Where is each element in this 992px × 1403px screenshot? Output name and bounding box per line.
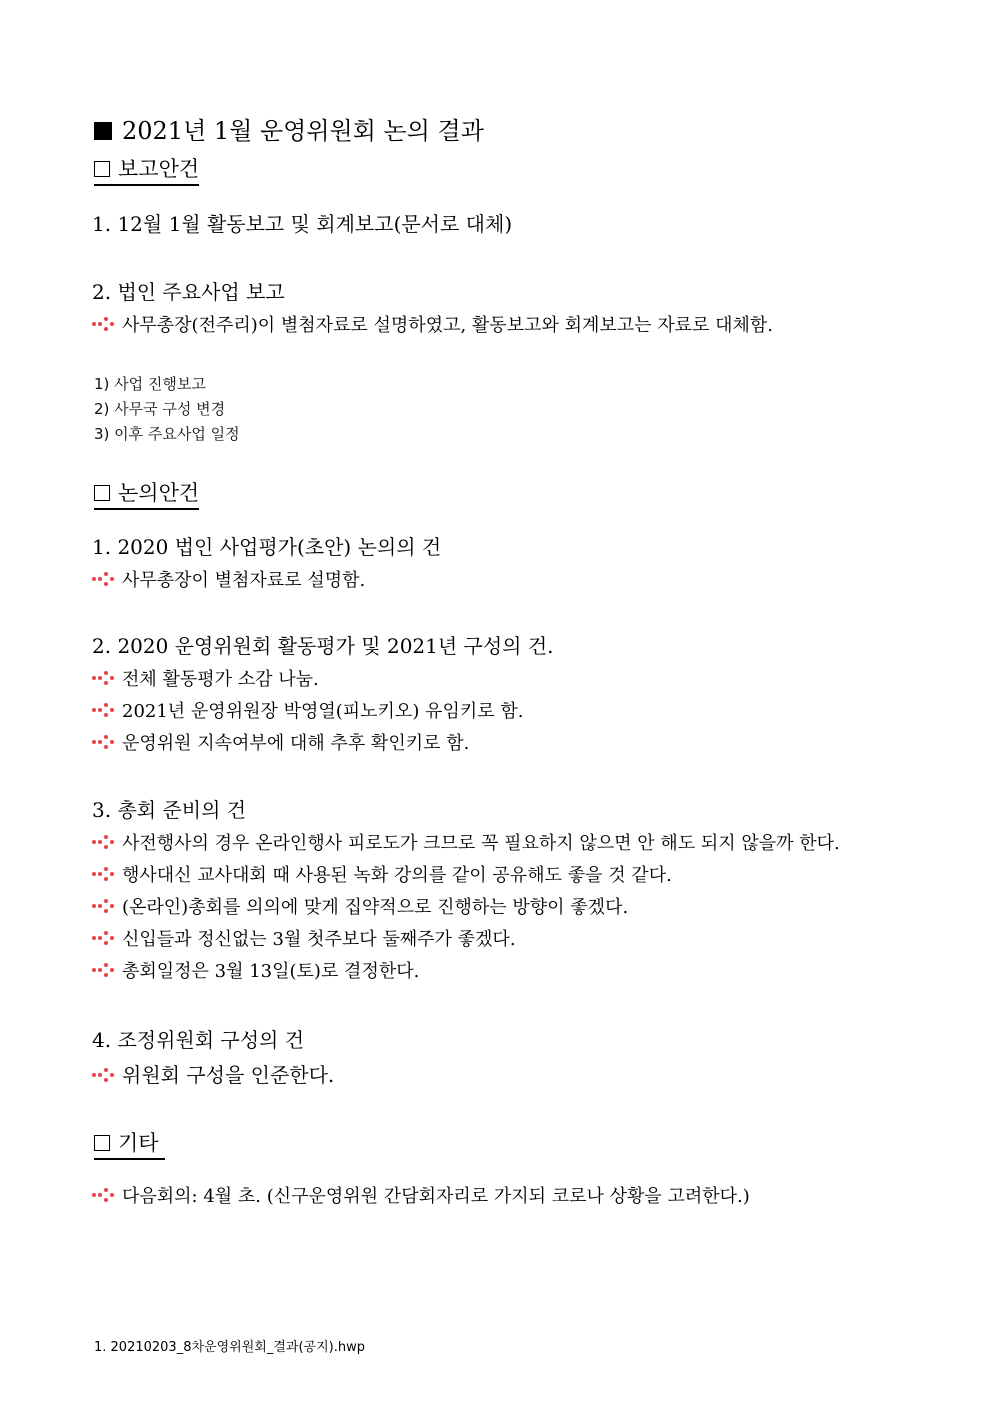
discussion-item-2: 2. 2020 운영위원회 활동평가 및 2021년 구성의 건. (92, 634, 554, 658)
red-dot-cluster-icon (92, 703, 114, 717)
discussion-item-1: 1. 2020 법인 사업평가(초안) 논의의 건 (92, 535, 442, 559)
checkbox-icon (94, 485, 110, 501)
footer-filename: 1. 20210203_8차운영위원회_결과(공지).hwp (94, 1340, 365, 1355)
report-item-2: 2. 법인 주요사업 보고 (92, 280, 285, 304)
bullet-line (92, 927, 516, 953)
bullet-line (92, 699, 523, 725)
checkbox-icon (94, 1135, 110, 1151)
red-dot-cluster-icon (92, 317, 114, 331)
bullet-line (92, 1184, 750, 1210)
section-heading-text: 기타 (118, 1131, 159, 1155)
section-heading-report (94, 154, 199, 186)
bullet-text: 전체 활동평가 소감 나눔. (122, 669, 319, 690)
bullet-line (92, 831, 840, 857)
discussion-item-4: 4. 조정위원회 구성의 건 (92, 1028, 305, 1052)
section-heading-text: 논의안건 (118, 481, 200, 505)
red-dot-cluster-icon (92, 899, 114, 913)
bullet-line (92, 863, 672, 889)
section-heading-etc (94, 1128, 165, 1160)
bullet-line (92, 568, 365, 594)
bullet-text: 위원회 구성을 인준한다. (122, 1063, 335, 1087)
red-dot-cluster-icon (92, 1068, 114, 1082)
bullet-text: 신입들과 정신없는 3월 첫주보다 둘째주가 좋겠다. (122, 929, 516, 950)
filled-square-icon (94, 122, 112, 140)
bullet-text: 운영위원 지속여부에 대해 추후 확인키로 함. (122, 733, 470, 754)
red-dot-cluster-icon (92, 835, 114, 849)
bullet-text: 총회일정은 3월 13일(토)로 결정한다. (122, 961, 420, 982)
red-dot-cluster-icon (92, 671, 114, 685)
red-dot-cluster-icon (92, 735, 114, 749)
bullet-text: 다음회의: 4월 초. (신구운영위원 간담회자리로 가지되 코로나 상황을 고려한다.) (122, 1186, 750, 1207)
bullet-text: 사무총장이 별첨자료로 설명함. (122, 570, 366, 591)
sub-item: 3) 이후 주요사업 일정 (94, 425, 240, 443)
page-title-text: 2021년 1월 운영위원회 논의 결과 (122, 117, 484, 145)
red-dot-cluster-icon (92, 1188, 114, 1202)
section-heading-text: 보고안건 (118, 157, 200, 181)
sub-item: 2) 사무국 구성 변경 (94, 400, 226, 418)
bullet-line (92, 895, 628, 921)
bullet-line (92, 959, 419, 985)
checkbox-icon (94, 161, 110, 177)
bullet-line (92, 731, 469, 757)
bullet-text: 2021년 운영위원장 박영열(피노키오) 유임키로 함. (122, 701, 524, 722)
red-dot-cluster-icon (92, 572, 114, 586)
sub-item: 1) 사업 진행보고 (94, 375, 206, 393)
bullet-text: 행사대신 교사대회 때 사용된 녹화 강의를 같이 공유해도 좋을 것 같다. (122, 865, 672, 886)
bullet-text: 사무총장(전주리)이 별첨자료로 설명하였고, 활동보고와 회계보고는 자료로 대체함. (122, 315, 774, 336)
bullet-text: 사전행사의 경우 온라인행사 피로도가 크므로 꼭 필요하지 않으면 안 해도 되지 않을까 한다. (122, 833, 840, 854)
page-title (94, 114, 484, 148)
report-item-1: 1. 12월 1월 활동보고 및 회계보고(문서로 대체) (92, 212, 513, 236)
red-dot-cluster-icon (92, 963, 114, 977)
discussion-item-3: 3. 총회 준비의 건 (92, 798, 247, 822)
red-dot-cluster-icon (92, 931, 114, 945)
bullet-line (92, 313, 773, 339)
red-dot-cluster-icon (92, 867, 114, 881)
bullet-line (92, 667, 319, 693)
bullet-text: (온라인)총회를 의의에 맞게 집약적으로 진행하는 방향이 좋겠다. (122, 897, 629, 918)
section-heading-discussion (94, 478, 199, 510)
bullet-line (92, 1061, 334, 1089)
